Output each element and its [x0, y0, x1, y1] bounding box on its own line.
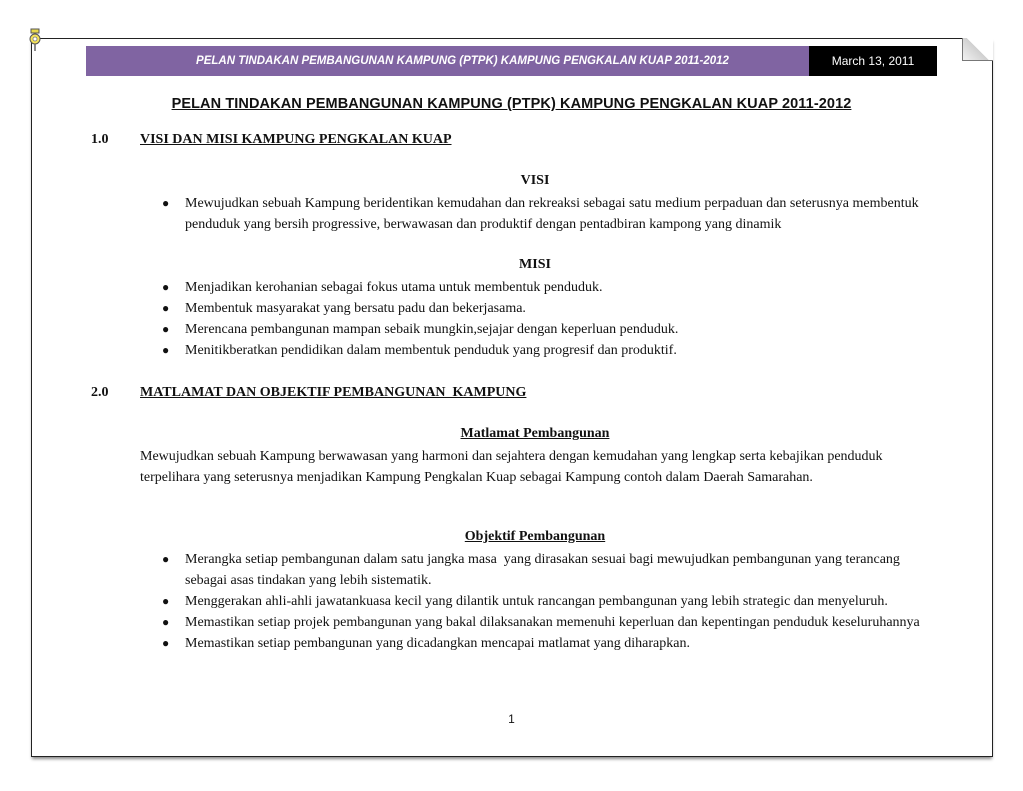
list-item: ● Merencana pembangunan mampan sebaik mungkin,sejajar dengan keperluan penduduk. — [140, 319, 935, 340]
bullet-icon: ● — [162, 196, 170, 210]
section-2-number: 2.0 — [91, 385, 109, 400]
matlamat-paragraph: Mewujudkan sebuah Kampung berwawasan yang harmoni dan sejahtera dengan kemudahan yang lengkap serta kebajikan penduduk terpelihara yang seterusnya menjadikan Kampung Pengkalan Kuap sebagai Kampung contoh dalam Daerah Samarahan. — [140, 449, 883, 485]
bullet-icon: ● — [162, 615, 170, 629]
bullet-icon: ● — [162, 636, 170, 650]
list-item: ● Membentuk masyarakat yang bersatu padu dan bekerjasama. — [140, 298, 935, 319]
bullet-icon: ● — [162, 552, 170, 566]
bullet-icon: ● — [162, 301, 170, 315]
objektif-heading: Objektif Pembangunan — [464, 529, 606, 544]
misi-list — [140, 277, 935, 361]
section-1-number: 1.0 — [91, 132, 109, 147]
document-title: PELAN TINDAKAN PEMBANGUNAN KAMPUNG (PTPK) KAMPUNG PENGKALAN KUAP 2011-2012 — [171, 96, 852, 112]
matlamat-heading: Matlamat Pembangunan — [460, 426, 610, 441]
list-item: ● Menggerakan ahli-ahli jawatankuasa kecil yang dilantik untuk rancangan pembangunan yang lebih strategic dan menyeluruh. — [140, 591, 935, 612]
list-item: ● Menitikberatkan pendidikan dalam membentuk penduduk yang progresif dan produktif. — [140, 340, 935, 361]
list-item: ● Memastikan setiap pembangunan yang dicadangkan mencapai matlamat yang diharapkan. — [140, 633, 935, 654]
header-title-bar — [86, 46, 809, 76]
pushpin-icon — [28, 28, 42, 52]
page-number: 1 — [508, 712, 515, 726]
header-title: PELAN TINDAKAN PEMBANGUNAN KAMPUNG (PTPK) KAMPUNG PENGKALAN KUAP 2011-2012 — [196, 55, 729, 67]
visi-list — [140, 193, 935, 235]
list-item: ● Menjadikan kerohanian sebagai fokus utama untuk membentuk penduduk. — [140, 277, 935, 298]
bullet-icon: ● — [162, 594, 170, 608]
visi-heading: VISI — [520, 173, 550, 188]
page-fold-corner — [962, 38, 993, 61]
misi-heading: MISI — [519, 257, 551, 272]
bullet-icon: ● — [162, 280, 170, 294]
header-date: March 13, 2011 — [809, 46, 937, 76]
list-item: ● Merangka setiap pembangunan dalam satu jangka masa yang dirasakan sesuai bagi mewujudkan pembangunan yang terancang sebagai asas tindakan yang lebih sistematik. — [140, 549, 935, 591]
bullet-icon: ● — [162, 343, 170, 357]
section-2-title: MATLAMAT DAN OBJEKTIF PEMBANGUNAN KAMPUNG — [140, 385, 527, 400]
objektif-list — [140, 549, 935, 654]
list-item: ● Mewujudkan sebuah Kampung beridentikan kemudahan dan rekreaksi sebagai satu medium perpaduan dan seterusnya membentuk penduduk yang bersih progressive, berwawasan dan produktif dengan pentadbiran kampong yang dinamik — [140, 193, 935, 235]
section-1-title: VISI DAN MISI KAMPUNG PENGKALAN KUAP — [140, 132, 452, 147]
list-item: ● Memastikan setiap projek pembangunan yang bakal dilaksanakan memenuhi keperluan dan kepentingan penduduk keseluruhannya — [140, 612, 935, 633]
bullet-icon: ● — [162, 322, 170, 336]
